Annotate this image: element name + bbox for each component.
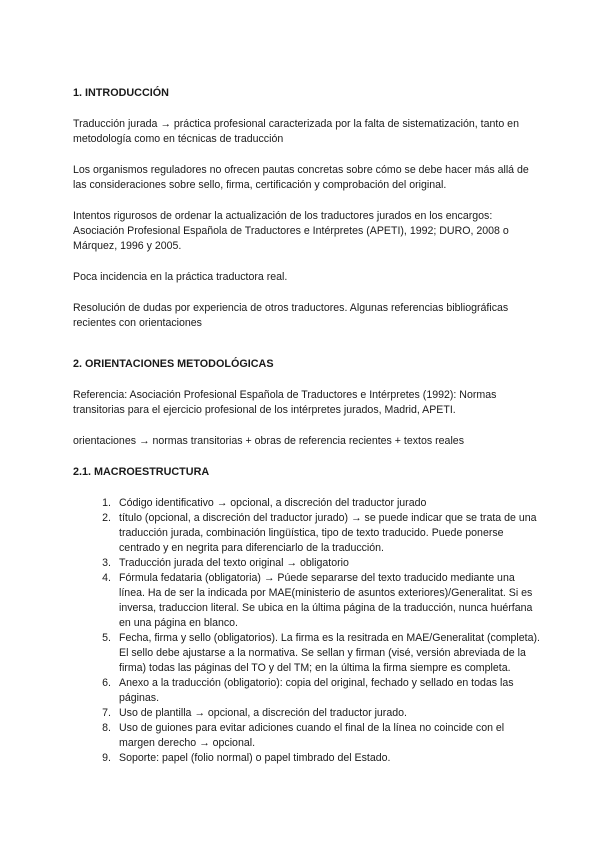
paragraph-traduccion-jurada: Traducción jurada → práctica profesional caracterizada por la falta de sistematización, tanto en metodología como en técnicas de traducción [73,118,519,145]
paragraph-organismos-reguladores: Los organismos reguladores no ofrecen pautas concretas sobre cómo se debe hacer más allá de las consideraciones sobre sello, firma, certificación y comprobación del original. [73,164,529,191]
list-item-text: Anexo a la traducción (obligatorio): copia del original, fechado y sellado en todas las páginas. [119,677,514,704]
list-item [73,571,540,631]
list-item-number: 9. [102,752,111,764]
list-item-text: título (opcional, a discreción del traductor jurado) → se puede indicar que se trata de una traducción jurada, combinación lingüística, tipo de texto traducido. Puede ponerse centrado y en negrita para diferenciarlo de la traducción. [119,512,537,554]
list-item-number: 5. [102,632,111,644]
macroestructura-list [73,496,540,766]
paragraph-intentos-rigurosos: Intentos rigurosos de ordenar la actualización de los traductores jurados en los encargos: Asociación Profesional Española de Traductores e Intérpretes (APETI), 1992; DURO, 2008 o Márquez, 1996 y 2005. [73,210,509,252]
list-item-text: Traducción jurada del texto original → obligatorio [119,557,349,569]
paragraph-referencia: Referencia: Asociación Profesional Española de Traductores e Intérpretes (1992): Normas transitorias para el ejercicio profesional de los intérpretes jurados, Madrid, APETI. [73,389,497,416]
list-item-text: Fecha, firma y sello (obligatorios). La firma es la resitrada en MAE/Generalitat (completa). El sello debe ajustarse a la normativa. Se sellan y firman (visé, versión abreviada de la firma) todas las páginas del TO y del TM; en la última la firma siempre es completa. [119,632,540,674]
list-item-number: 6. [102,677,111,689]
list-item [73,676,540,706]
section-heading-introduccion: 1. INTRODUCCIÓN [73,87,169,99]
list-item [73,631,540,676]
list-item-text: Uso de plantilla → opcional, a discreción del traductor jurado. [119,707,407,719]
list-item-number: 4. [102,572,111,584]
list-item-text: Fórmula fedataria (obligatoria) → Púede separarse del texto traducido mediante una línea. Ha de ser la indicada por MAE(ministerio de asuntos exteriores)/Generalitat. Si es inversa, traduccion literal. Se ubica en la última página de la traducción, nunca huérfana en una página en blanco. [119,572,533,629]
list-item-text: Uso de guiones para evitar adiciones cuando el final de la línea no coincide con el margen derecho → opcional. [119,722,505,749]
paragraph-resolucion-dudas: Resolución de dudas por experiencia de otros traductores. Algunas referencias bibliográficas recientes con orientaciones [73,302,509,329]
paragraph-orientaciones-formula: orientaciones → normas transitorias + obras de referencia recientes + textos reales [73,435,464,447]
list-item-number: 7. [102,707,111,719]
list-item [73,751,540,766]
section-heading-orientaciones: 2. ORIENTACIONES METODOLÓGICAS [73,358,274,370]
list-item-number: 8. [102,722,111,734]
list-item-number: 3. [102,557,111,569]
list-item-text: Código identificativo → opcional, a discreción del traductor jurado [119,497,427,509]
list-item-number: 2. [102,512,111,524]
list-item [73,496,540,511]
list-item [73,511,540,556]
list-item [73,706,540,721]
paragraph-poca-incidencia: Poca incidencia en la práctica traductora real. [73,271,288,283]
section-heading-macroestructura: 2.1. MACROESTRUCTURA [73,466,210,478]
list-item-number: 1. [102,497,111,509]
list-item-text: Soporte: papel (folio normal) o papel timbrado del Estado. [119,752,391,764]
list-item [73,556,540,571]
list-item [73,721,540,751]
